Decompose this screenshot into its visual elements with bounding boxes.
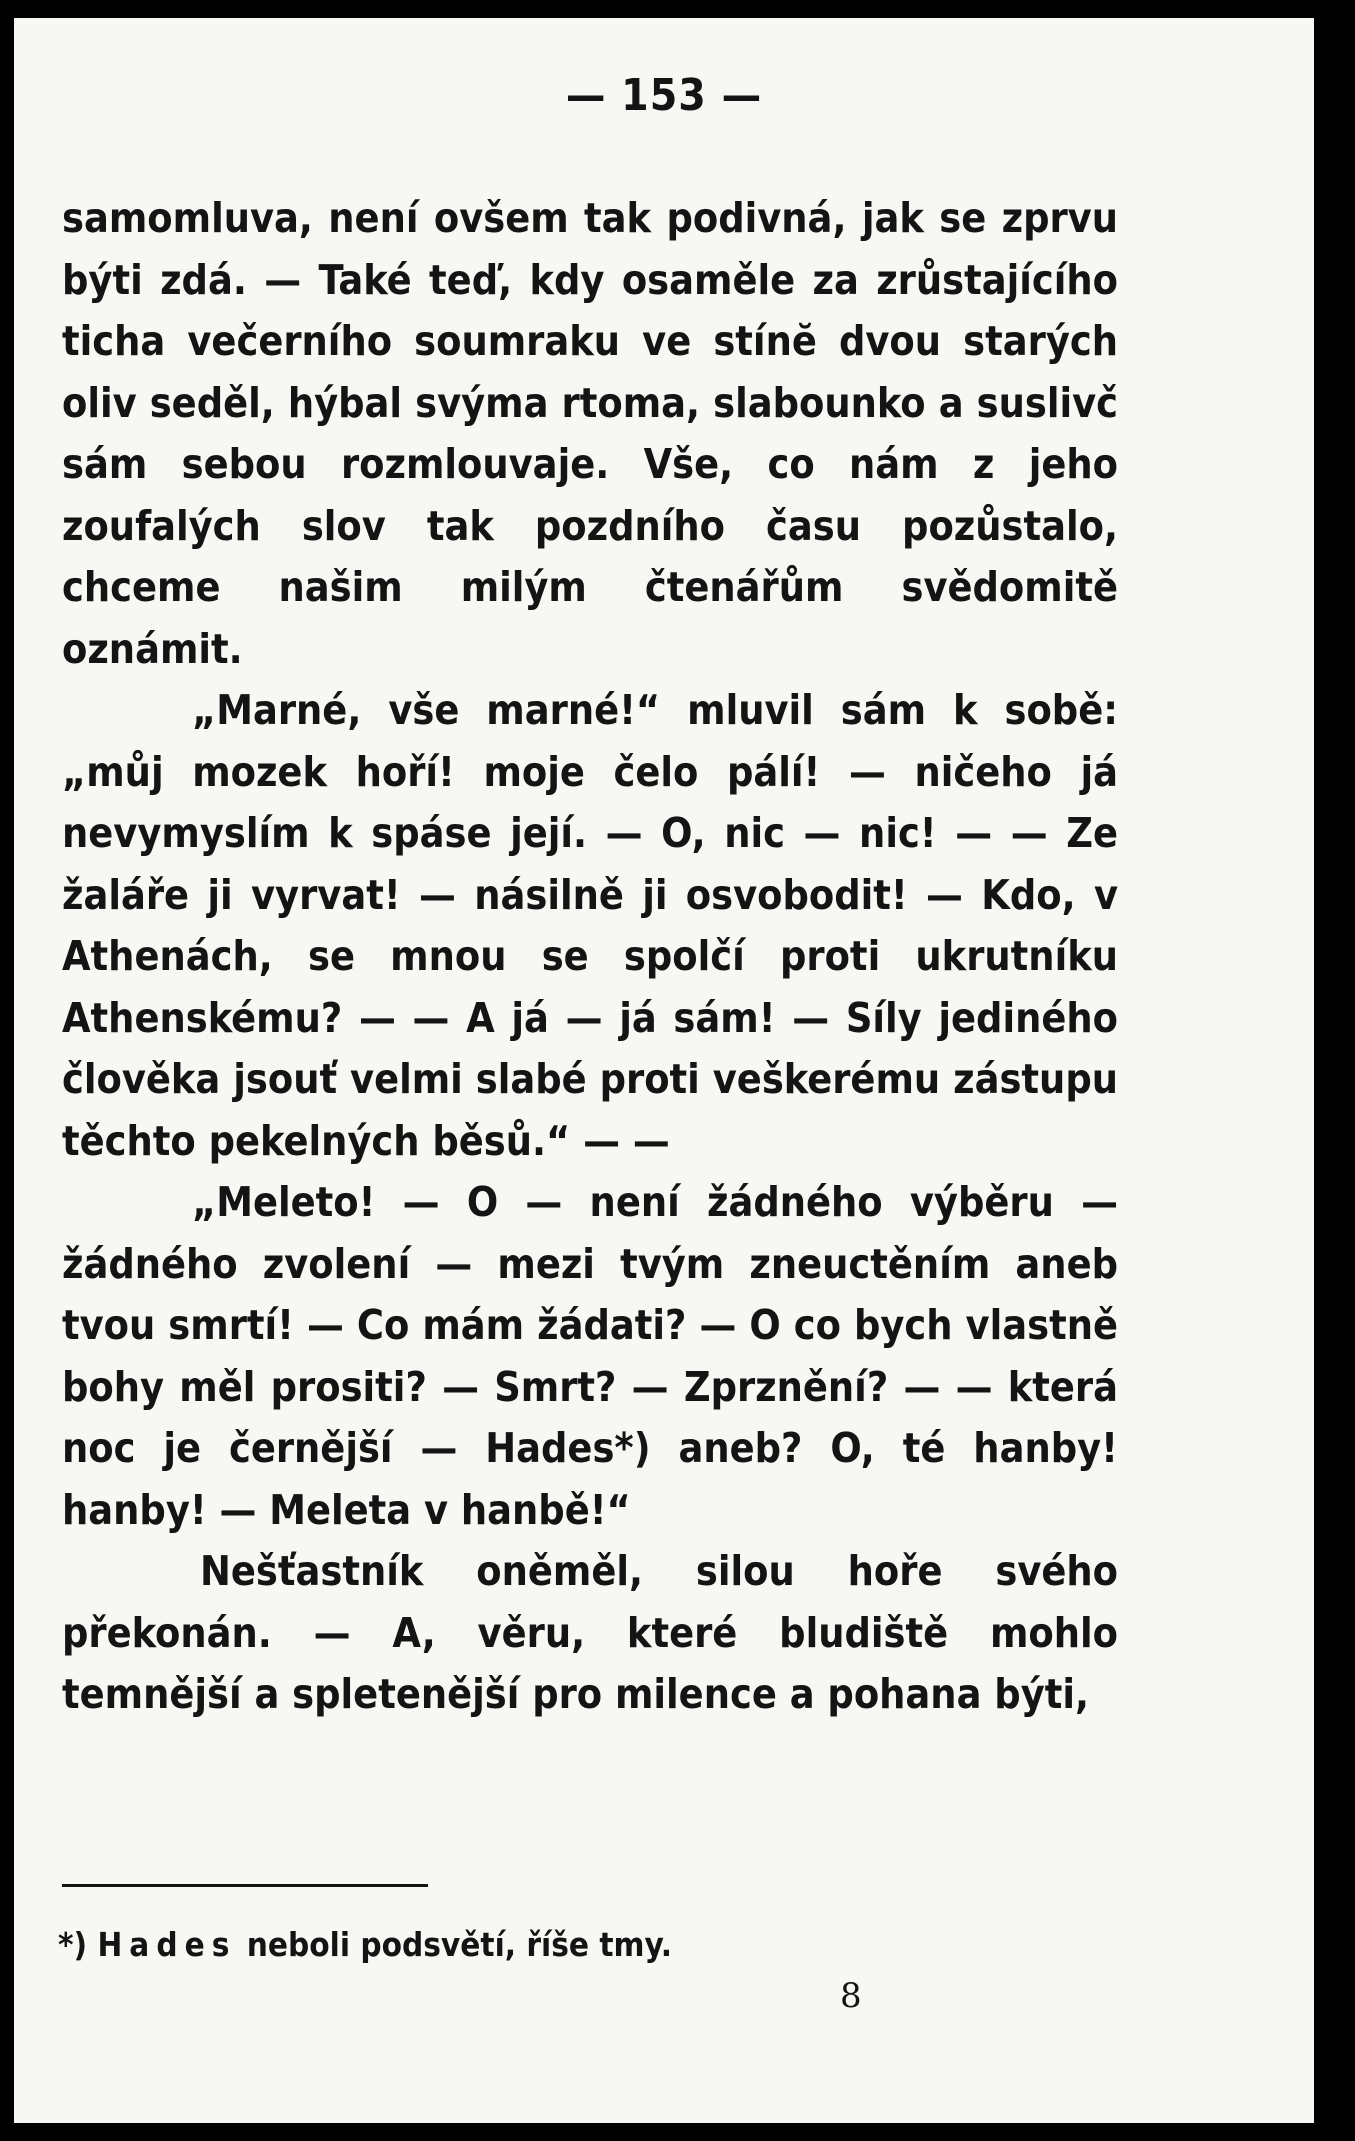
paragraph-narration: Nešťastník oněměl, silou hoře svého překonán. — A, věru, které bludiště mohlo temnější a spletenější pro milence a pohana býti,: [62, 1547, 1118, 1718]
footnote-divider: [62, 1884, 428, 1887]
footnote: [58, 1925, 672, 1965]
footnote-text: neboli podsvětí, říše tmy.: [246, 1925, 673, 1964]
paragraph-continuation: samomluva, není ovšem tak podivná, jak se zprvu býti zdá. — Také teď, kdy osaměle za zrůstajícího ticha večerního soumraku ve stínĕ dvou starých oliv seděl, hýbal svýma rtoma, slabounko a suslivč sám sebou rozmlouvaje. Vše, co nám z jeho zoufalých slov tak pozdního času pozůstalo, chceme našim milým čtenářům svědomitě oznámit.: [62, 194, 1118, 673]
book-page: [14, 18, 1314, 2123]
paragraph-dialog-2: „Meleto! — O — není žádného výběru — žádného zvolení — mezi tvým zneuctěním aneb tvou smrtí! — Co mám žádati? — O co bych vlastně bohy měl prositi? — Smrt? — Zprznění? — — která noc je černější — Hades*) aneb? O, té hanby! hanby! — Meleta v hanbě!“: [62, 1178, 1118, 1534]
page-number: — 153 —: [565, 70, 763, 121]
paragraph-dialog-1: „Marné, vše marné!“ mluvil sám k sobě: „můj mozek hoří! moje čelo pálí! — ničeho já nevymyslím k spáse její. — O, nic — nic! — — Ze žaláře ji vyrvat! — násilně ji osvobodit! — Kdo, v Athenách, se mnou se spolčí proti ukrutníku Athenskému? — — A já — já sám! — Síly jediného člověka jsouť velmi slabé proti veškerému zástupu těchto pekelných běsů.“ — —: [62, 686, 1118, 1165]
footnote-term: Hades: [97, 1925, 237, 1964]
footnote-marker: *): [58, 1925, 88, 1964]
body-text: [62, 188, 1118, 1726]
printer-signature-mark: 8: [840, 1976, 862, 2016]
